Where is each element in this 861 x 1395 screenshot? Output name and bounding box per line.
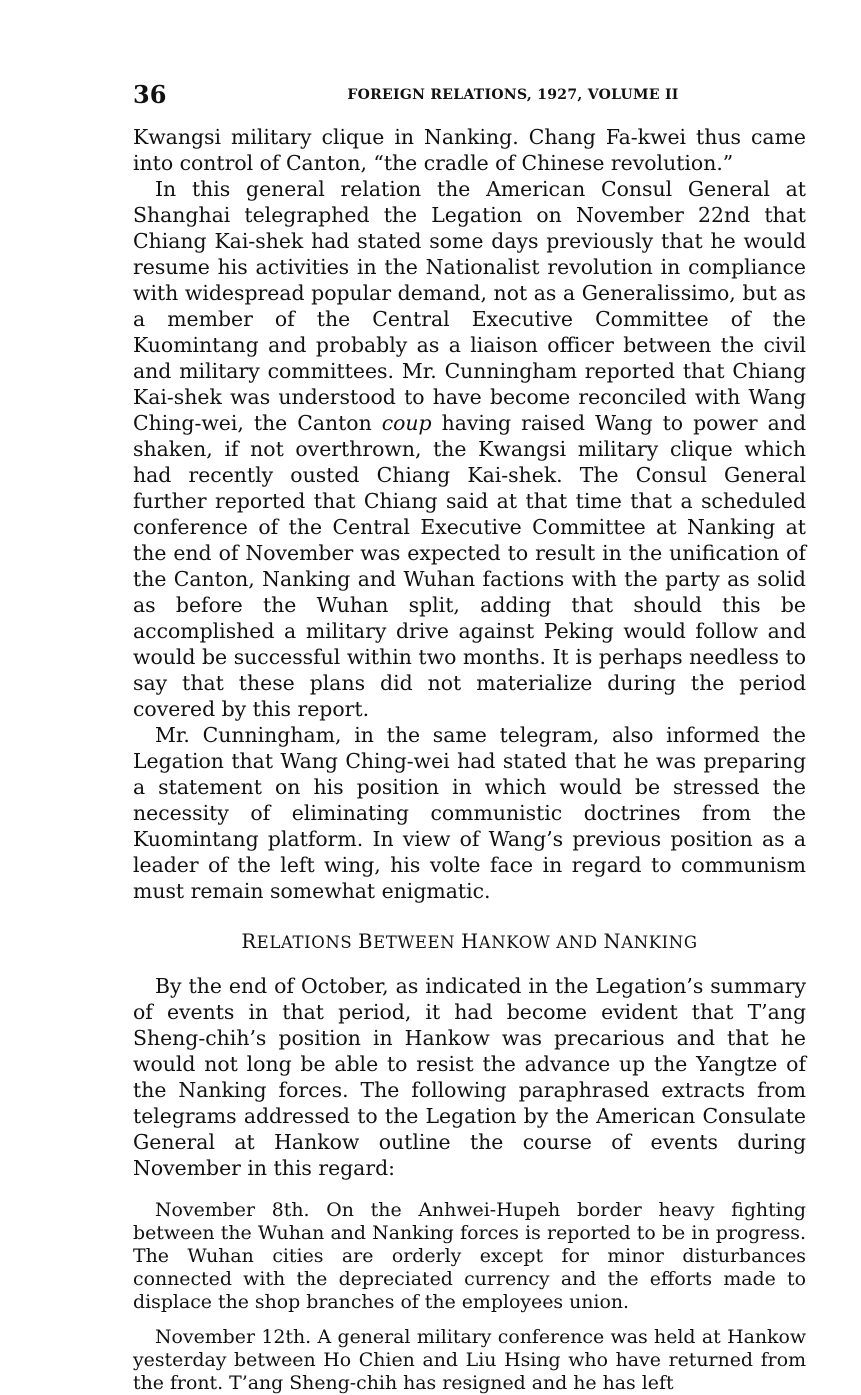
document-page xyxy=(133,80,806,1395)
paragraph-wang-statement: Mr. Cunningham, in the same telegram, also informed the Legation that Wang Ching-wei had stated that he was preparing a statement on his position in which would be stressed the necessity of eliminating communistic doctrines from the Kuomintang platform. In view of Wang’s previous position as a leader of the left wing, his volte face in regard to communism must remain somewhat enigmatic. xyxy=(133,723,806,903)
paragraph-consul-report xyxy=(133,176,806,722)
heading-small-caps: ANKOW xyxy=(478,933,551,952)
italic-term: coup xyxy=(381,411,432,435)
heading-small-caps: ELATIONS xyxy=(256,933,353,952)
extract-november-12: November 12th. A general military conference was held at Hankow yesterday between Ho Chien and Liu Hsing who have returned from the front. T’ang Sheng-chih has resigned and he has left xyxy=(133,1326,806,1394)
heading-small-caps: ETWEEN xyxy=(373,933,456,952)
running-head: FOREIGN RELATIONS, 1927, VOLUME II xyxy=(347,87,679,103)
paragraph-hankow-intro: By the end of October, as indicated in the Legation’s summary of events in that period, it had become evident that T’ang Sheng-chih’s position in Hankow was precarious and that he would not long be able to resist the advance up the Yangtze of the Nanking forces. The following paraphrased extracts from telegrams addressed to the Legation by the American Consulate General at Hankow outline the course of events during November in this regard: xyxy=(133,974,806,1180)
heading-cap: N xyxy=(603,930,622,953)
extract-november-8: November 8th. On the Anhwei-Hupeh border heavy fighting between the Wuhan and Nanking forces is reported to be in progress. The Wuhan cities are orderly except for minor disturbances connected with the depreciated currency and the efforts made to displace the shop branches of the employees union. xyxy=(133,1199,806,1313)
paragraph-text-part: In this general relation the American Consul General at Shanghai telegraphed the Legation on November 22nd that Chiang Kai-shek had stated some days previously that he would resume his activities in the Nationalist revolution in compliance with widespread popular demand, not as a Generalissimo, but as a member of the Central Executive Committee of the Kuomintang and probably as a liaison officer between the civil and military committees. Mr. Cunningham reported that Chiang Kai-shek was understood to have become reconciled with Wang Ching-wei, the Canton xyxy=(133,177,806,435)
telegram-extracts xyxy=(133,1199,806,1395)
heading-small-caps: AND xyxy=(556,933,598,952)
page-number: 36 xyxy=(133,80,167,109)
heading-cap: B xyxy=(358,930,374,953)
heading-cap: H xyxy=(461,930,479,953)
heading-cap: R xyxy=(241,930,257,953)
heading-small-caps: ANKING xyxy=(621,933,698,952)
paragraph-text-part: having raised Wang to power and shaken, if not overthrown, the Kwangsi military clique which had recently ousted Chiang Kai-shek. The Consul General further reported that Chiang said at that time that a scheduled conference of the Central Executive Committee at Nanking at the end of November was expected to result in the unification of the Canton, Nanking and Wuhan factions with the party as solid as before the Wuhan split, adding that should this be accomplished a military drive against Peking would follow and would be successful within two months. It is perhaps needless to say that these plans did not materialize during the period covered by this report. xyxy=(133,411,807,721)
paragraph-continuation: Kwangsi military clique in Nanking. Chang Fa-kwei thus came into control of Canton, “the cradle of Chinese revolution.” xyxy=(133,125,806,175)
section-heading xyxy=(133,930,806,953)
page-header xyxy=(133,80,806,116)
